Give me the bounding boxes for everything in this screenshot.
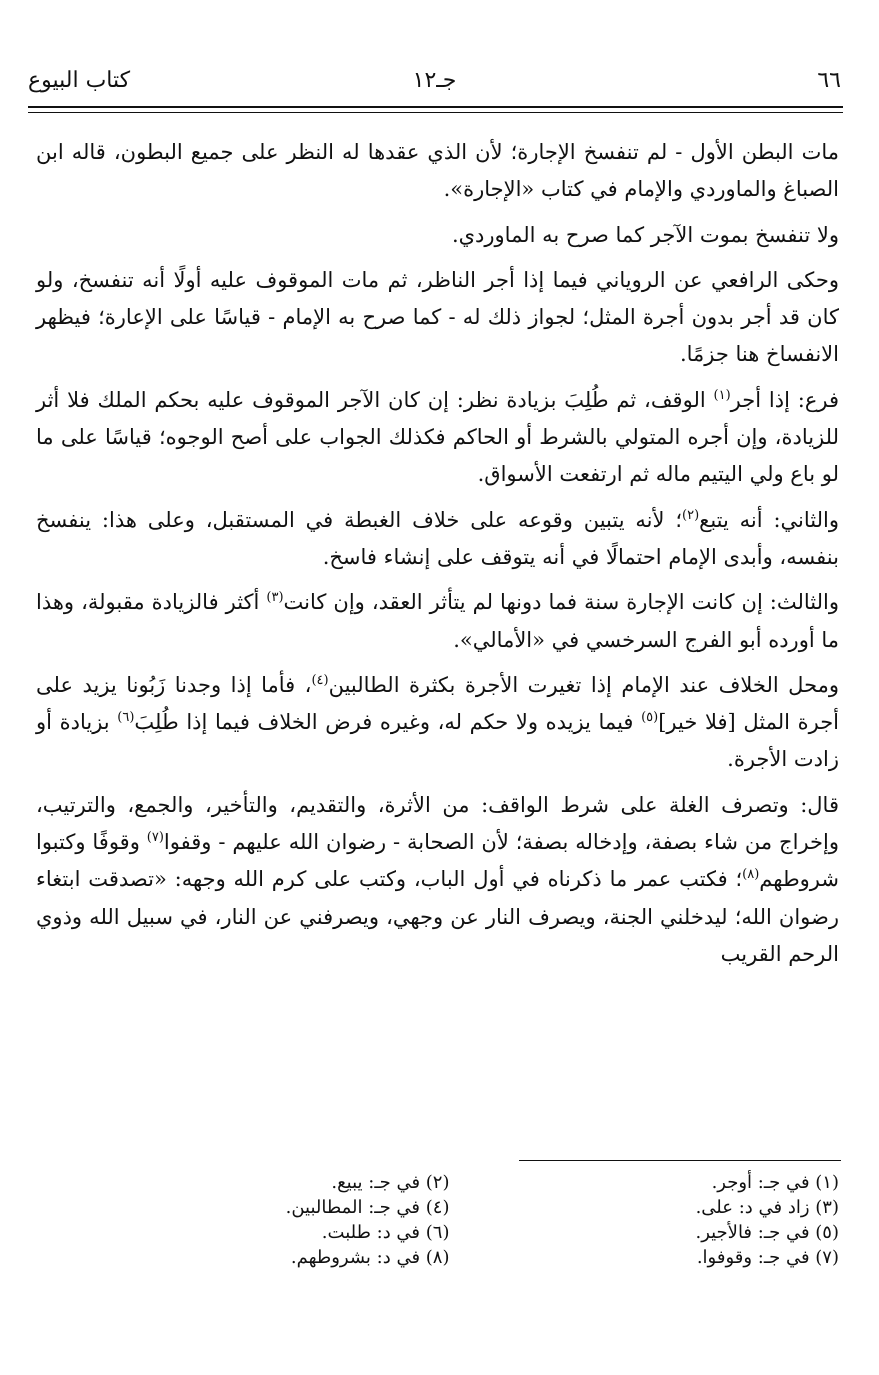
paragraph (36, 787, 839, 973)
footnote-item: (٧) في جـ: وقوفوا. (696, 1247, 839, 1268)
paragraph-text: أكثر فالزيادة مقبولة، وهذا ما أورده أبو الفرج السرخسي في «الأمالي». (36, 590, 839, 652)
footnote-marker: (٣) (266, 590, 284, 606)
footnote-item: (٣) زاد في د: على. (695, 1197, 839, 1218)
footnote-item: (٤) في جـ: المطالبين. (285, 1197, 450, 1218)
paragraph-text: والثاني: أنه يتبع (699, 507, 839, 532)
volume-label: جـ١٢ (412, 68, 457, 93)
paragraph (36, 502, 839, 577)
running-header (28, 64, 841, 104)
paragraph-text: ؛ لأنه يتبين وقوعه على خلاف الغبطة في المستقبل، وعلى هذا: ينفسخ بنفسه، وأبدى الإمام احتمالًا في أنه يتوقف على إنشاء فاسخ. (36, 507, 839, 569)
footnotes (90, 1170, 839, 1270)
paragraph (36, 262, 839, 374)
footnote-marker: (٦) (117, 710, 135, 726)
paragraph (36, 382, 839, 494)
footnote-item: (٥) في جـ: فالأجير. (695, 1222, 839, 1243)
paragraph-text: فرع: إذا أجر (730, 387, 839, 412)
footnote-marker: (٢) (682, 507, 700, 523)
book-title: كتاب البيوع (28, 68, 131, 93)
main-text (36, 134, 839, 981)
footnote-marker: (٨) (742, 867, 760, 883)
paragraph (36, 217, 839, 254)
paragraph-text: قال: وتصرف الغلة على شرط الواقف: من الأثرة، والتقديم، والتأخير، والجمع، والترتيب، وإخراج من شاء بصفة، وإدخاله بصفة؛ لأن الصحابة - رضوان الله عليهم - وقفوا (36, 792, 839, 855)
paragraph-text: ؛ فكتب عمر ما ذكرناه في أول الباب، وكتب على كرم الله وجهه: «تصدقت ابتغاء رضوان الله؛ ليدخلني الجنة، ويصرف النار عن وجهي، ويصرفني عن النار، في سبيل الله وذوي الرحم القريب (36, 867, 839, 966)
footnote-marker: (٧) (146, 830, 164, 846)
paragraph-text: مات البطن الأول - لم تنفسخ الإجارة؛ لأن الذي عقدها له النظر على جميع البطون، قاله ابن الصباغ والماوردي والإمام في كتاب «الإجارة». (36, 140, 839, 202)
paragraph (36, 134, 839, 209)
footnote-item: (١) في جـ: أوجر. (711, 1172, 839, 1193)
footnote-marker: (٤) (311, 672, 329, 688)
footnote-marker: (٥) (641, 710, 659, 726)
paragraph-text: الوقف، ثم طُلِبَ بزيادة نظر: إن كان الآجر الموقوف عليه بحكم الملك فلا أثر للزيادة، وإن أجره المتولي بالشرط أو الحاكم فكذلك الجواب على أصح الوجوه؛ قياسًا على ما لو باع ولي اليتيم ماله ثم ارتفعت الأسواق. (36, 387, 839, 487)
paragraph-text: ومحل الخلاف عند الإمام إذا تغيرت الأجرة بكثرة الطالبين (328, 672, 840, 697)
footnote-item: (٦) في د: طلبت. (321, 1222, 450, 1243)
header-rule-thin (28, 112, 843, 113)
page-number: ٦٦ (817, 68, 841, 93)
paragraph-text: وقوفًا وكتبوا شروطهم (36, 830, 839, 892)
paragraph-text: ، فأما إذا وجدنا زَبُونا يزيد على أجرة المثل [فلا خير] (36, 672, 840, 735)
footnote-item: (٨) في د: بشروطهم. (290, 1247, 450, 1268)
paragraph-text: ولا تنفسخ بموت الآجر كما صرح به الماوردي. (451, 222, 839, 247)
paragraph-text: والثالث: إن كانت الإجارة سنة فما دونها لم يتأثر العقد، وإن كانت (283, 590, 839, 615)
paragraph (36, 584, 839, 659)
paragraph-text: بزيادة أو زادت الأجرة. (36, 710, 839, 772)
paragraph-text: فيما يزيده ولا حكم له، وغيره فرض الخلاف فيما إذا طُلِبَ (134, 710, 642, 735)
paragraph (36, 667, 839, 779)
footnote-item: (٢) في جـ: يبيع. (331, 1172, 450, 1193)
paragraph-text: وحكى الرافعي عن الروياني فيما إذا أجر الناظر، ثم مات الموقوف عليه أولًا أنه تنفسخ، ولو كان قد أجر بدون أجرة المثل؛ لجواز ذلك له - كما صرح به الإمام - قياسًا على الإعارة؛ فيظهر الانفساخ هنا جزمًا. (36, 267, 839, 367)
header-rule-thick (28, 106, 843, 108)
footnote-separator (519, 1160, 841, 1161)
footnote-marker: (١) (713, 387, 731, 403)
